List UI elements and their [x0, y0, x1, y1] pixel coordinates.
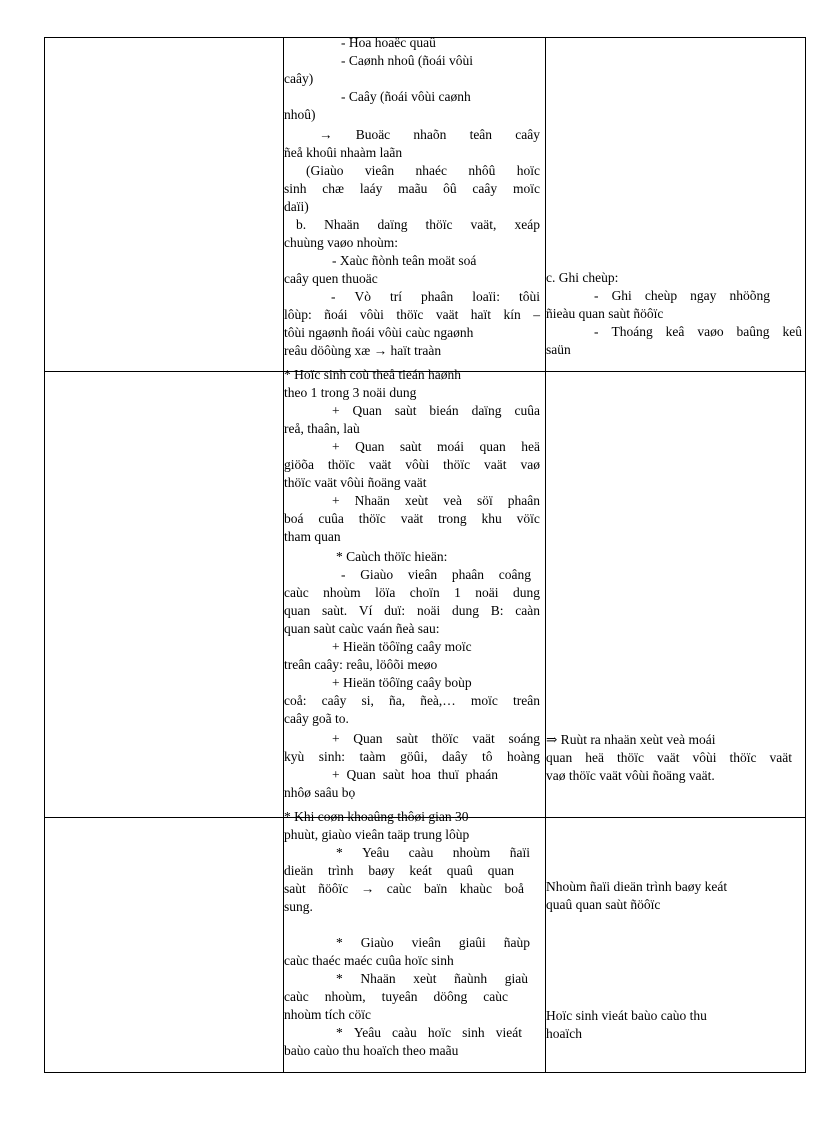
- row-1-mid-line: nhoû): [284, 107, 316, 122]
- row-1-mid-line: - Vò trí phaân loaïi: tôùi: [331, 289, 540, 304]
- row-3-mid-line: caùc thaéc maéc cuûa hoïc sinh: [284, 953, 454, 968]
- row-3-mid-line: sung.: [284, 899, 313, 914]
- row-2-mid-line: treân caây: reâu, löôõi meøo: [284, 657, 438, 672]
- row-3-mid-line: dieän trình baøy keát quaû quan: [284, 863, 514, 878]
- row-2-right-line: vaø thöïc vaät vôùi ñoäng vaät.: [546, 768, 715, 783]
- column-divider-2: [545, 38, 546, 1072]
- row-2-mid-line: kyù sinh: taàm göûi, daây tô hoàng: [284, 749, 540, 764]
- row-1-mid-line: daïi): [284, 199, 309, 214]
- row-3-mid-line: * Nhaän xeùt ñaùnh giaù: [336, 971, 528, 986]
- row-2-mid-line: + Hieän töôïng caây moïc: [332, 639, 472, 654]
- row-2-mid-line: reå, thaân, laù: [284, 421, 360, 436]
- row-2-mid-line: quan saùt caùc vaán ñeà sau:: [284, 621, 440, 636]
- row-1-mid-line: lôùp: ñoái vôùi thöïc vaät haït kín –: [284, 307, 540, 322]
- row-2-mid-line: coå: caây si, ña, ñeà,… moïc treân: [284, 693, 540, 708]
- row-1-mid-line: (Giaùo vieân nhaéc nhôû hoïc: [306, 163, 540, 178]
- row-1-right-line: saün: [546, 342, 571, 357]
- row-2-mid-line: + Quan saùt bieán daïng cuûa: [332, 403, 540, 418]
- row-1-mid-line: - Caønh nhoû (ñoái vôùi: [341, 53, 473, 68]
- row-3-mid-line: * Giaùo vieân giaûi ñaùp: [336, 935, 530, 950]
- row-1-mid-line: caây): [284, 71, 314, 86]
- row-2-mid-line: + Nhaän xeùt veà söï phaân: [332, 493, 540, 508]
- row-3-right-line: Hoïc sinh vieát baùo caùo thu: [546, 1008, 707, 1023]
- row-2-right-line: ⇒ Ruùt ra nhaän xeùt veà moái: [546, 732, 716, 747]
- row-1-mid-line: - Hoa hoaëc quaû: [341, 35, 436, 50]
- row-2-mid-line: theo 1 trong 3 noäi dung: [284, 385, 417, 400]
- row-1-mid-line: → Buoäc nhaõn teân caây: [319, 127, 540, 142]
- row-3-mid-line: saùt ñöôïc → caùc baïn khaùc boå: [284, 881, 524, 896]
- row-3-mid-line: * Yeâu caàu nhoùm ñaïi: [336, 845, 530, 860]
- row-1-mid-line: - Caây (ñoái vôùi caønh: [341, 89, 471, 104]
- row-1-mid-line: reâu döôùng xæ → haït traàn: [284, 343, 442, 358]
- row-2-mid-line: caây goã to.: [284, 711, 349, 726]
- row-3-mid-line: baùo caùo thu hoaïch theo maãu: [284, 1043, 459, 1058]
- row-1-right-line: - Thoáng keâ vaøo baûng keû: [594, 324, 802, 339]
- row-1-mid-line: chuùng vaøo nhoùm:: [284, 235, 398, 250]
- row-3-mid-line: * Khi coøn khoaûng thôøi gian 30: [284, 809, 469, 824]
- row-3-right-line: hoaïch: [546, 1026, 582, 1041]
- row-2-mid-line: * Hoïc sinh coù theå tieán haønh: [284, 367, 461, 382]
- row-1-mid-line: ñeå khoûi nhaàm laãn: [284, 145, 403, 160]
- row-3-mid-line: * Yeâu caàu hoïc sinh vieát: [336, 1025, 522, 1040]
- row-1-right-line: - Ghi cheùp ngay nhöõng: [594, 288, 770, 303]
- row-2-mid-line: + Quan saùt thöïc vaät soáng: [332, 731, 540, 746]
- row-1-right-line: c. Ghi cheùp:: [546, 270, 619, 285]
- row-2-mid-line: + Quan saùt hoa thuï phaán: [332, 767, 498, 782]
- row-2-mid-line: giöõa thöïc vaät vôùi thöïc vaät vaø: [284, 457, 540, 472]
- row-3-right-line: Nhoùm ñaïi dieän trình baøy keát: [546, 879, 728, 894]
- row-2-mid-line: + Hieän töôïng caây boùp: [332, 675, 472, 690]
- row-3-right-line: quaû quan saùt ñöôïc: [546, 897, 661, 912]
- row-2-mid-line: thöïc vaät vôùi ñoäng vaät: [284, 475, 427, 490]
- row-3-mid-line: phuùt, giaùo vieân taäp trung lôùp: [284, 827, 470, 842]
- row-2-mid-line: * Caùch thöïc hieän:: [336, 549, 448, 564]
- row-2-right-line: quan heä thöïc vaät vôùi thöïc vaät: [546, 750, 792, 765]
- row-2-mid-line: quan saùt. Ví duï: noäi dung B: caàn: [284, 603, 540, 618]
- row-2-mid-line: boá cuûa thöïc vaät trong khu vöïc: [284, 511, 540, 526]
- row-1-mid-line: sinh chæ laáy maãu ôû caây moïc: [284, 181, 540, 196]
- row-1-mid-line: tôùi ngaønh ñoái vôùi caùc ngaønh: [284, 325, 474, 340]
- row-2-mid-line: + Quan saùt moái quan heä: [332, 439, 540, 454]
- row-1-right-line: ñieàu quan saùt ñöôïc: [546, 306, 664, 321]
- row-3-mid-line: nhoùm tích cöïc: [284, 1007, 371, 1022]
- row-2-mid-line: - Giaùo vieân phaân coâng: [341, 567, 531, 582]
- row-2-mid-line: nhôø saâu bọ: [284, 785, 356, 800]
- row-3-mid-line: caùc nhoùm, tuyeân döông caùc: [284, 989, 508, 1004]
- row-1-mid-line: - Xaùc ñònh teân moät soá: [332, 253, 477, 268]
- row-2-mid-line: tham quan: [284, 529, 341, 544]
- row-1-mid-line: b. Nhaän daïng thöïc vaät, xeáp: [296, 217, 540, 232]
- row-1-mid-line: caây quen thuoäc: [284, 271, 378, 286]
- row-2-mid-line: caùc nhoùm löïa choïn 1 noäi dung: [284, 585, 540, 600]
